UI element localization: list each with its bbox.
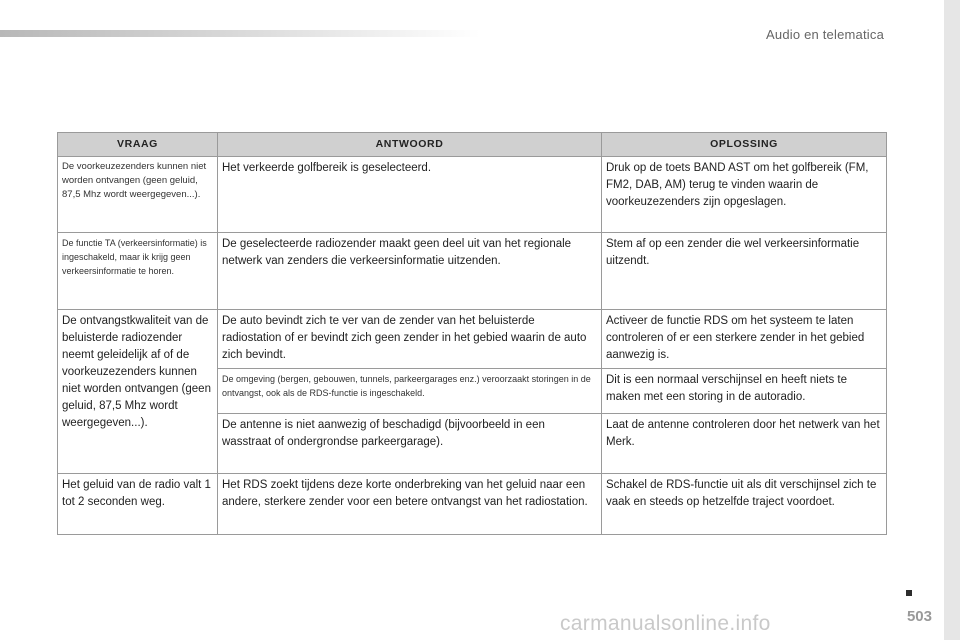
question-cell: De ontvangstkwaliteit van de beluisterde radiozender neemt geleidelijk af of de voorkeuzezenders kunnen niet worden ontvangen (geen geluid, 87,5 Mhz wordt weergegeven...). [58, 310, 218, 474]
answer-cell: Het RDS zoekt tijdens deze korte onderbreking van het geluid naar een andere, sterkere zender voor een betere ontvangst van het radiostation. [218, 474, 602, 535]
solution-cell: Laat de antenne controleren door het netwerk van het Merk. [602, 414, 887, 474]
solution-cell: Stem af op een zender die wel verkeersinformatie uitzendt. [602, 233, 887, 310]
answer-cell: Het verkeerde golfbereik is geselecteerd. [218, 157, 602, 233]
table-row [58, 310, 887, 369]
solution-cell: Dit is een normaal verschijnsel en heeft niets te maken met een storing in de autoradio. [602, 369, 887, 414]
answer-cell: De omgeving (bergen, gebouwen, tunnels, parkeergarages enz.) veroorzaakt storingen in de ontvangst, ook als de RDS-functie is ingeschakeld. [218, 369, 602, 414]
answer-cell: De geselecteerde radiozender maakt geen deel uit van het regionale netwerk van zenders die verkeersinformatie uitzenden. [218, 233, 602, 310]
answer-cell: De antenne is niet aanwezig of beschadigd (bijvoorbeeld in een wasstraat of ondergrondse parkeergarage). [218, 414, 602, 474]
page-marker [906, 590, 912, 596]
solution-cell: Schakel de RDS-functie uit als dit verschijnsel zich te vaak en steeds op hetzelfde traject voordoet. [602, 474, 887, 535]
page-number: 503 [906, 608, 932, 625]
watermark: carmanualsonline.info [560, 612, 771, 635]
solution-cell: Druk op de toets BAND AST om het golfbereik (FM, FM2, DAB, AM) terug te vinden waarin de voorkeuzezenders zijn opgeslagen. [602, 157, 887, 233]
table-row [58, 474, 887, 535]
table-row [58, 157, 887, 233]
column-header-vraag: VRAAG [58, 133, 218, 157]
column-header-antwoord: ANTWOORD [218, 133, 602, 157]
question-cell: De functie TA (verkeersinformatie) is ingeschakeld, maar ik krijg geen verkeersinformatie te horen. [58, 233, 218, 310]
troubleshooting-table [57, 132, 887, 535]
table-row [58, 233, 887, 310]
column-header-oplossing: OPLOSSING [602, 133, 887, 157]
question-cell: De voorkeuzezenders kunnen niet worden ontvangen (geen geluid, 87,5 Mhz wordt weergegeven...). [58, 157, 218, 233]
solution-cell: Activeer de functie RDS om het systeem te laten controleren of er een sterkere zender in het gebied aanwezig is. [602, 310, 887, 369]
table-header-row [58, 133, 887, 157]
header-gradient-bar [0, 30, 480, 37]
page-edge-band [944, 0, 960, 640]
question-cell: Het geluid van de radio valt 1 tot 2 seconden weg. [58, 474, 218, 535]
section-title: Audio en telematica [766, 27, 884, 42]
answer-cell: De auto bevindt zich te ver van de zender van het beluisterde radiostation of er bevindt zich geen zender in het gebied waarin de auto zich bevindt. [218, 310, 602, 369]
